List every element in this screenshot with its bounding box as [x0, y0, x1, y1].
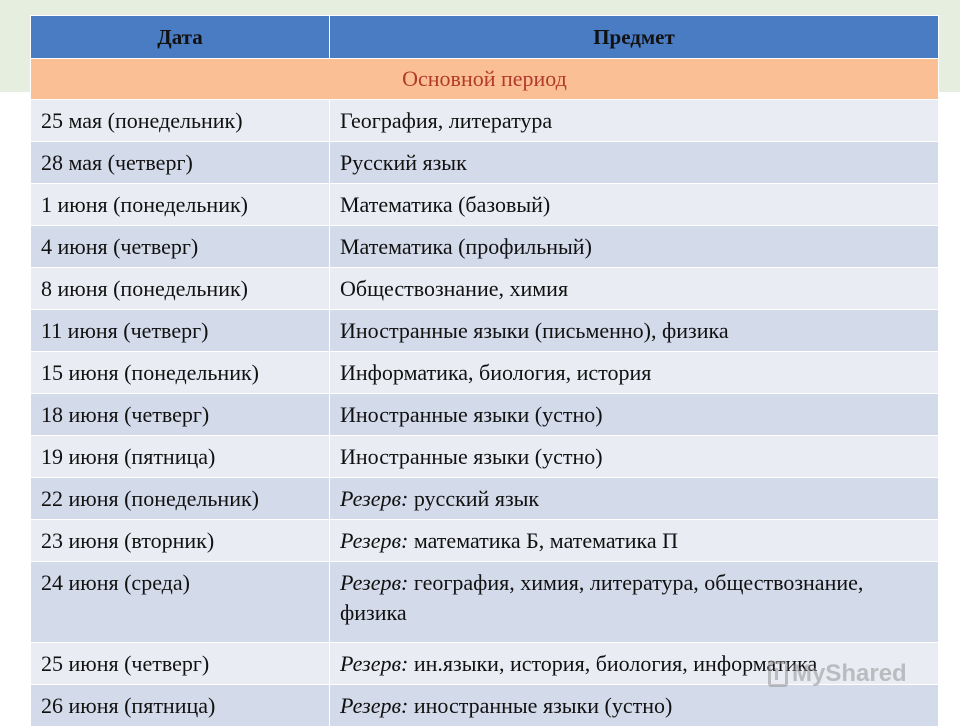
header-date: Дата: [31, 16, 330, 59]
table-row: [31, 352, 939, 394]
date-cell: 1 июня (понедельник): [31, 184, 330, 226]
subject-text: Информатика, биология, история: [340, 359, 652, 385]
table-row: [31, 520, 939, 562]
subject-text: Математика (профильный): [340, 233, 592, 259]
table-row: [31, 310, 939, 352]
date-cell: 11 июня (четверг): [31, 310, 330, 352]
table-row: [31, 142, 939, 184]
date-cell: 8 июня (понедельник): [31, 268, 330, 310]
subject-cell: [330, 226, 939, 268]
table-row: [31, 394, 939, 436]
date-cell: 23 июня (вторник): [31, 520, 330, 562]
subject-text: Математика (базовый): [340, 191, 551, 217]
reserve-prefix: Резерв:: [340, 485, 409, 511]
subject-cell: [330, 268, 939, 310]
watermark: [768, 660, 907, 688]
subject-text: География, литература: [340, 107, 553, 133]
subject-cell: [330, 436, 939, 478]
table-row: [31, 436, 939, 478]
subject-cell: [330, 562, 939, 643]
period-row: [31, 59, 939, 100]
date-cell: 19 июня (пятница): [31, 436, 330, 478]
exam-schedule-table: [30, 15, 939, 727]
date-cell: 24 июня (среда): [31, 562, 330, 643]
header-subject: Предмет: [330, 16, 939, 59]
subject-text: Русский язык: [340, 149, 467, 175]
table-row: [31, 478, 939, 520]
subject-text: Обществознание, химия: [340, 275, 569, 301]
table-row: [31, 226, 939, 268]
table-row: [31, 100, 939, 142]
myshared-logo-icon: [768, 661, 788, 687]
table-row: [31, 685, 939, 727]
date-cell: 15 июня (понедельник): [31, 352, 330, 394]
date-cell: 22 июня (понедельник): [31, 478, 330, 520]
subject-text: Иностранные языки (устно): [340, 401, 603, 427]
reserve-prefix: Резерв:: [340, 650, 409, 676]
subject-cell: [330, 478, 939, 520]
subject-cell: [330, 520, 939, 562]
date-cell: 25 июня (четверг): [31, 643, 330, 685]
subject-text: ин.языки, история, биология, информатика: [408, 650, 818, 676]
reserve-prefix: Резерв:: [340, 527, 409, 553]
subject-cell: [330, 100, 939, 142]
subject-cell: [330, 685, 939, 727]
subject-text: Иностранные языки (устно): [340, 443, 603, 469]
subject-cell: [330, 184, 939, 226]
reserve-prefix: Резерв:: [340, 570, 409, 595]
subject-cell: [330, 394, 939, 436]
table-row: [31, 562, 939, 643]
table-header-row: [31, 16, 939, 59]
subject-text: иностранные языки (устно): [408, 692, 673, 718]
subject-cell: [330, 310, 939, 352]
subject-text: Иностранные языки (письменно), физика: [340, 317, 729, 343]
subject-cell: [330, 142, 939, 184]
table-row: [31, 268, 939, 310]
date-cell: 26 июня (пятница): [31, 685, 330, 727]
date-cell: 28 мая (четверг): [31, 142, 330, 184]
date-cell: 25 мая (понедельник): [31, 100, 330, 142]
period-label: Основной период: [31, 59, 939, 100]
date-cell: 4 июня (четверг): [31, 226, 330, 268]
date-cell: 18 июня (четверг): [31, 394, 330, 436]
watermark-text: MyShared: [792, 660, 907, 687]
subject-text: география, химия, литература, обществознание, физика: [340, 570, 864, 625]
reserve-prefix: Резерв:: [340, 692, 409, 718]
subject-cell: [330, 352, 939, 394]
subject-text: русский язык: [408, 485, 540, 511]
table-row: [31, 184, 939, 226]
subject-text: математика Б, математика П: [408, 527, 679, 553]
